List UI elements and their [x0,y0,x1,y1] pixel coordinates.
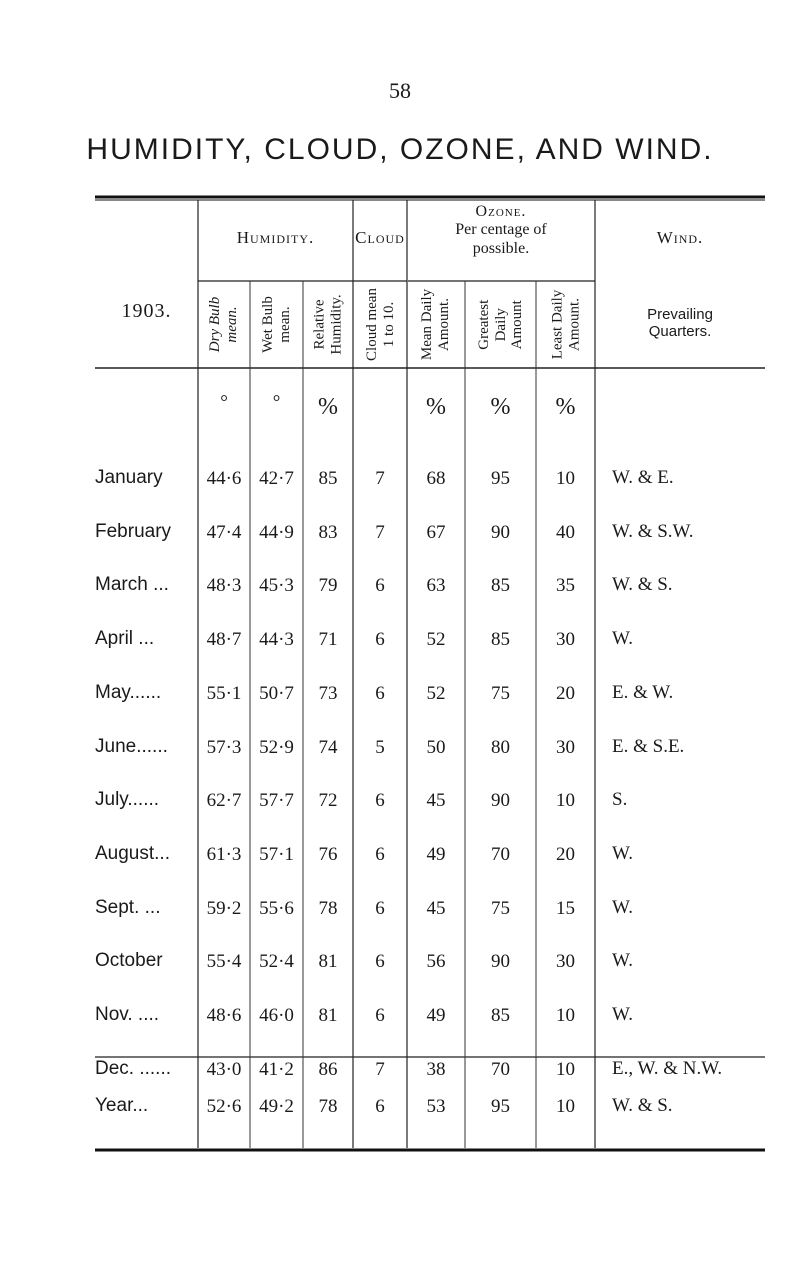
table-row-5-cloud: 5 [375,736,385,758]
unit-rh: % [318,393,338,420]
year-row-oz-mean: 53 [426,1096,446,1117]
ozone-header-title: Ozone. [475,203,527,220]
table-row-7-rh: 76 [318,843,338,865]
table-row-2-rh: 79 [318,575,338,597]
relative-humidity-label: Relative Humidity. [311,294,344,355]
ozone-mean-header [407,281,465,368]
table-row-9-oz-mean: 56 [426,951,446,973]
table-row-8-wind: W. [612,896,633,918]
table-row-9-oz-min: 30 [556,951,575,973]
table-row-3-oz-mean: 52 [426,629,446,651]
table-row-6-dry: 62·7 [206,790,242,812]
year-row-wet: 49·2 [259,1096,294,1117]
table-row-7-month: August... [95,842,170,864]
table-row-0-dry: 44·6 [206,468,242,489]
table-row-11-oz-max: 70 [491,1058,510,1080]
table-row-5-wet: 52·9 [259,736,294,758]
table-row-4-wind: E. & W. [612,681,674,703]
relative-humidity-header [303,281,353,368]
table-row-1-oz-max: 90 [491,521,510,543]
table-row-11-month: Dec. ...... [95,1057,172,1079]
table-row-4-dry: 55·1 [206,682,242,704]
table-row-4-month: May...... [95,681,162,703]
table-row-3-wind: W. [612,628,633,650]
cloud-mean-label: Cloud mean 1 to 10. [363,288,396,361]
table-row-10-wind: W. [612,1004,633,1025]
table-row-2-oz-min: 35 [556,575,575,597]
table-row-3-oz-max: 85 [491,629,510,651]
table-row-3-dry: 48·7 [206,629,242,651]
table-row-6-month: July...... [95,789,160,811]
table-row-7-oz-min: 20 [556,843,575,865]
humidity-header: Humidity. [236,228,315,247]
table-row-1-month: February [95,520,172,542]
table-row-1-wind: W. & S.W. [612,520,694,542]
unit-dry: ° [220,392,228,413]
year-row-rh: 78 [318,1096,338,1117]
ozone-least-header [536,281,595,368]
table-row-10-oz-mean: 49 [426,1005,446,1026]
table-row-8-cloud: 6 [375,897,385,919]
ozone-header-sub1: Per centage of [455,221,547,239]
table-row-4-oz-min: 20 [556,682,575,704]
table-row-0-oz-max: 95 [491,468,510,489]
page-number: 58 [389,78,411,103]
table-row-9-month: October [95,950,163,972]
year-row-dry: 52·6 [206,1096,242,1117]
ozone-mean-label: Mean Daily Amount. [419,288,453,361]
table-row-2-oz-max: 85 [491,575,510,597]
table-row-5-rh: 74 [318,736,338,758]
table-row-5-dry: 57·3 [206,736,242,758]
table-row-8-oz-max: 75 [491,897,510,919]
wind-header: Wind. [656,228,704,247]
table-row-5-oz-mean: 50 [426,736,446,758]
table-row-10-cloud: 6 [375,1005,385,1026]
table-row-2-month: March ... [95,574,169,596]
table-row-11-dry: 43·0 [206,1058,242,1080]
table-row-0-wet: 42·7 [259,468,294,489]
table-row-5-month: June...... [95,735,168,757]
table-row-7-cloud: 6 [375,843,385,865]
table-row-4-oz-max: 75 [491,682,510,704]
table-row-8-oz-min: 15 [556,897,575,919]
table-row-0-cloud: 7 [375,468,385,489]
wet-bulb-header [250,281,303,368]
table-row-5-wind: E. & S.E. [612,735,685,757]
table-row-2-dry: 48·3 [206,575,242,597]
table-row-2-wind: W. & S. [612,574,673,596]
table-row-2-cloud: 6 [375,575,385,597]
table-row-11-oz-min: 10 [556,1058,575,1080]
table-row-3-rh: 71 [318,629,338,651]
dry-bulb-label: Dry Bulb mean. [207,296,241,353]
table-row-4-rh: 73 [318,682,338,704]
table-row-2-oz-mean: 63 [426,575,446,597]
table-row-8-wet: 55·6 [259,897,294,919]
table-row-1-oz-mean: 67 [426,521,446,543]
table-row-9-wet: 52·4 [259,951,294,973]
table-row-4-wet: 50·7 [259,682,294,704]
table-row-10-dry: 48·6 [206,1005,242,1026]
table-row-3-oz-min: 30 [556,629,575,651]
table-row-5-oz-min: 30 [556,736,575,758]
table-row-8-rh: 78 [318,897,338,919]
table-row-11-wet: 41·2 [259,1058,294,1080]
table-row-0-wind: W. & E. [612,467,674,488]
table-row-7-oz-max: 70 [491,843,510,865]
table-row-9-wind: W. [612,950,633,972]
table-row-6-oz-min: 10 [556,790,575,812]
table-row-9-rh: 81 [318,951,338,973]
table-row-2-wet: 45·3 [259,575,294,597]
table-row-11-rh: 86 [318,1058,338,1080]
ozone-greatest-label: Greatest Daily Amount [475,299,525,350]
table-row-5-oz-max: 80 [491,736,510,758]
year-row-wind: W. & S. [612,1095,673,1116]
table-row-4-oz-mean: 52 [426,682,446,704]
table-row-6-wet: 57·7 [259,790,294,812]
table-row-11-cloud: 7 [375,1058,385,1080]
table-row-4-cloud: 6 [375,682,385,704]
table-row-10-oz-max: 85 [491,1005,510,1026]
table-row-9-cloud: 6 [375,951,385,973]
ozone-header-sub2: possible. [472,239,530,257]
table-row-11-oz-mean: 38 [426,1058,446,1080]
year-row-oz-max: 95 [491,1096,510,1117]
table-row-8-month: Sept. ... [95,896,161,918]
prevailing-quarters-header: Prevailing Quarters. [647,306,713,341]
table-row-1-rh: 83 [318,521,338,543]
table-row-10-wet: 46·0 [259,1005,294,1026]
table-row-11-wind: E., W. & N.W. [612,1057,723,1079]
table-row-1-wet: 44·9 [259,521,294,543]
table-row-10-rh: 81 [318,1005,338,1026]
table-row-9-oz-max: 90 [491,951,510,973]
year-label: 1903. [121,300,172,322]
table-row-6-cloud: 6 [375,790,385,812]
table-row-6-wind: S. [612,789,628,811]
unit-oz-mean: % [426,393,446,420]
cloud-header: Cloud [355,228,405,247]
page-title: HUMIDITY, CLOUD, OZONE, AND WIND. [86,133,714,166]
table-row-0-month: January [95,467,163,488]
table-row-6-oz-mean: 45 [426,790,446,812]
table-row-6-oz-max: 90 [491,790,510,812]
year-row-cloud: 6 [375,1096,385,1117]
ozone-header [407,203,595,258]
table-row-1-cloud: 7 [375,521,385,543]
wet-bulb-label: Wet Bulb mean. [260,296,293,353]
table-row-3-month: April ... [95,628,155,650]
table-row-7-dry: 61·3 [206,843,242,865]
table-row-1-dry: 47·4 [206,521,242,543]
table-row-10-oz-min: 10 [556,1005,575,1026]
table-row-9-dry: 55·4 [206,951,242,973]
year-row-month: Year... [95,1095,149,1116]
table-row-6-rh: 72 [318,790,338,812]
table-row-3-wet: 44·3 [259,629,294,651]
table-row-1-oz-min: 40 [556,521,575,543]
unit-oz-min: % [555,393,576,420]
table-row-8-oz-mean: 45 [426,897,446,919]
ozone-least-label: Least Daily Amount. [549,289,582,360]
table-row-8-dry: 59·2 [206,897,242,919]
table-row-0-oz-mean: 68 [426,468,446,489]
year-row-oz-min: 10 [556,1096,575,1117]
ozone-greatest-header [465,281,536,368]
table-row-7-oz-mean: 49 [426,843,446,865]
table-row-10-month: Nov. .... [95,1004,160,1025]
table-row-7-wet: 57·1 [259,843,294,865]
unit-wet: ° [272,392,281,413]
table-row-0-oz-min: 10 [556,468,575,489]
table-row-0-rh: 85 [318,468,338,489]
table-row-3-cloud: 6 [375,629,385,651]
dry-bulb-header [198,281,250,368]
unit-oz-max: % [490,393,511,420]
table-row-7-wind: W. [612,842,633,864]
cloud-mean-header [353,281,407,368]
